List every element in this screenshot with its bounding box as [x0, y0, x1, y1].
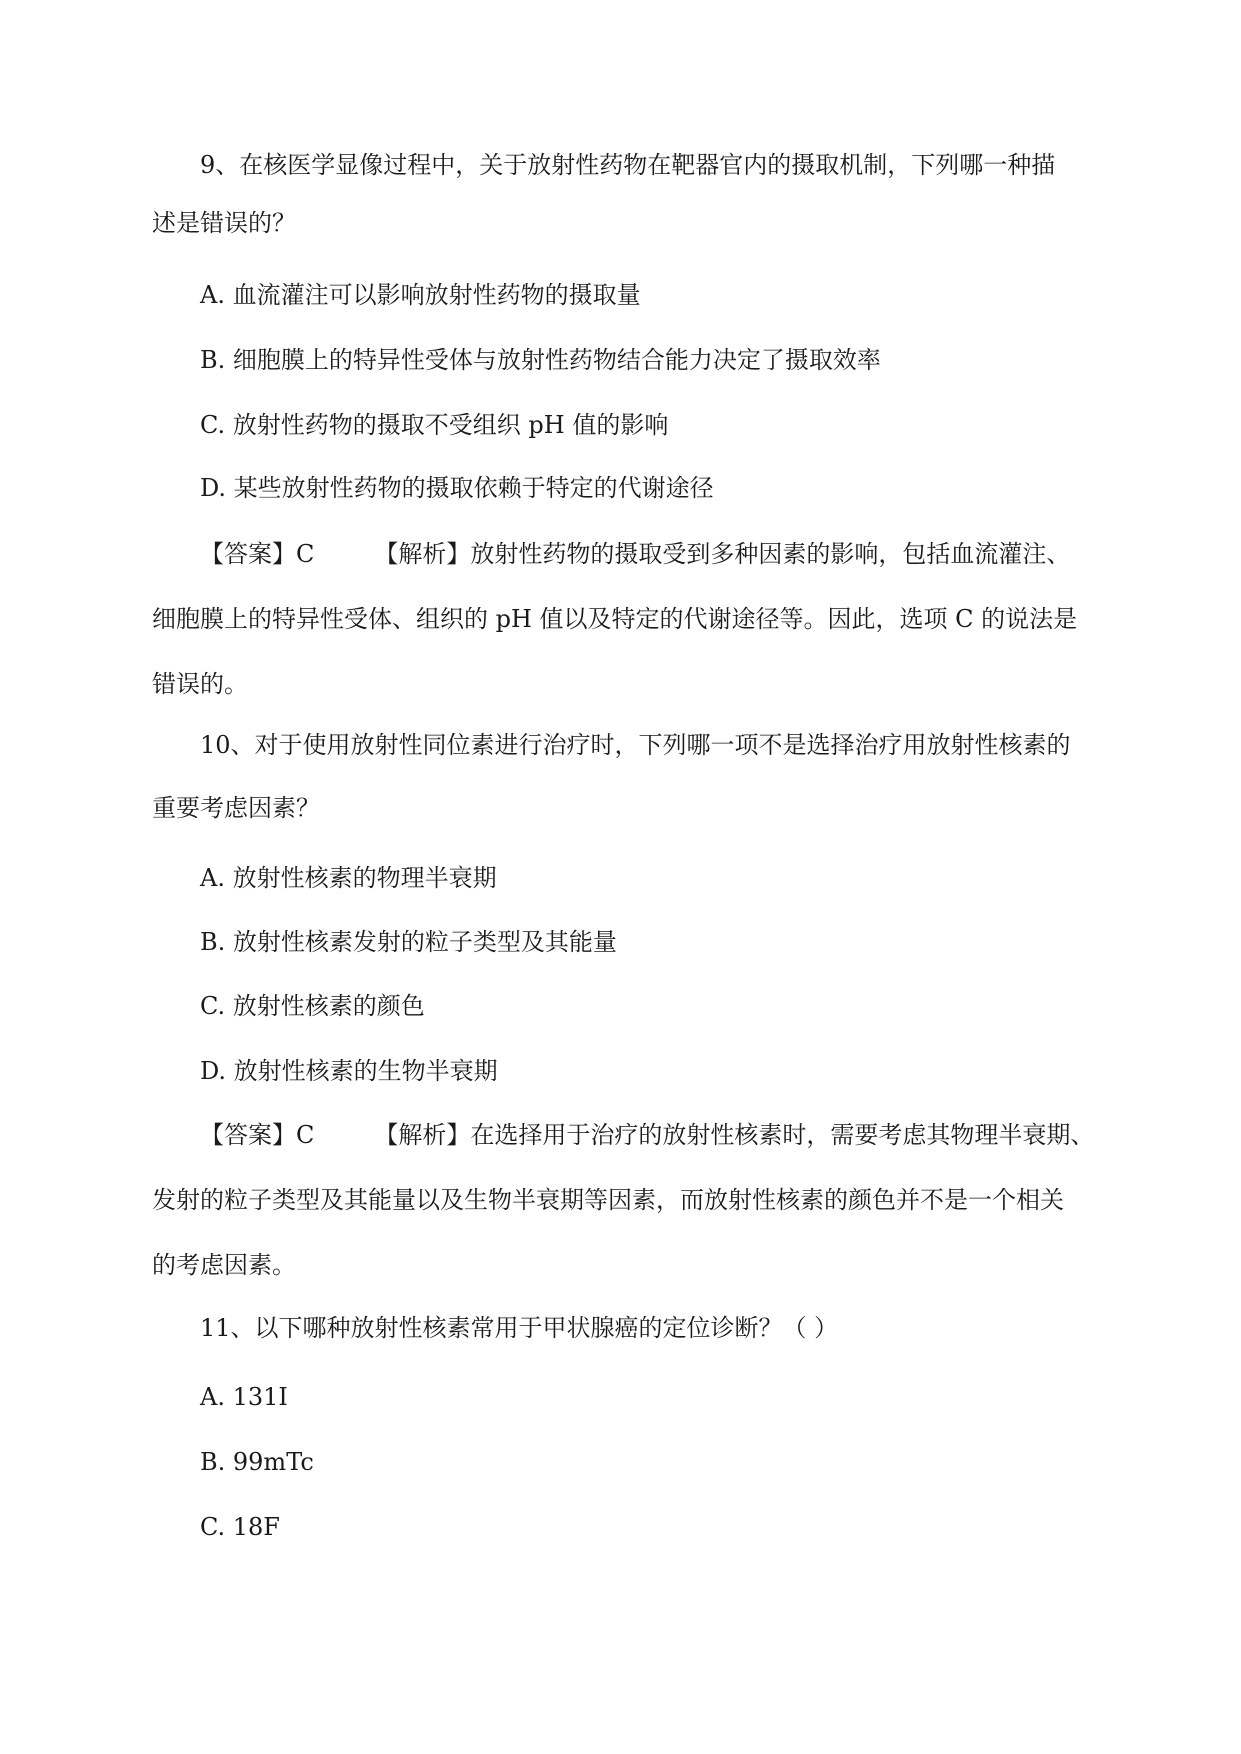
- question-10-analysis-line3: 的考虑因素。: [152, 1251, 296, 1279]
- question-11-option-a: A. 131I: [200, 1383, 288, 1411]
- question-10-analysis-line2: 发射的粒子类型及其能量以及生物半衰期等因素，而放射性核素的颜色并不是一个相关: [152, 1186, 1064, 1214]
- question-11-option-c: C. 18F: [200, 1513, 280, 1541]
- question-9-option-d: D. 某些放射性药物的摄取依赖于特定的代谢途径: [200, 474, 714, 502]
- question-10-stem-line2: 重要考虑因素？: [152, 794, 320, 822]
- question-9-option-c: C. 放射性药物的摄取不受组织 pH 值的影响: [200, 411, 669, 439]
- question-10-analysis-line1: 【解析】在选择用于治疗的放射性核素时，需要考虑其物理半衰期、: [374, 1121, 1095, 1149]
- question-10-option-d: D. 放射性核素的生物半衰期: [200, 1057, 498, 1085]
- question-9-option-b: B. 细胞膜上的特异性受体与放射性药物结合能力决定了摄取效率: [200, 346, 881, 374]
- question-10-answer: 【答案】C: [200, 1121, 315, 1149]
- question-11-stem-line1: 11、以下哪种放射性核素常用于甲状腺癌的定位诊断？（ ）: [200, 1314, 839, 1342]
- question-9-analysis-line3: 错误的。: [152, 670, 248, 698]
- question-10-option-b: B. 放射性核素发射的粒子类型及其能量: [200, 928, 617, 956]
- question-11-option-b: B. 99mTc: [200, 1448, 314, 1476]
- question-10-option-c: C. 放射性核素的颜色: [200, 992, 425, 1020]
- question-9-stem-line1: 9、在核医学显像过程中，关于放射性药物在靶器官内的摄取机制，下列哪一种描: [200, 151, 1056, 179]
- question-9-stem-line2: 述是错误的？: [152, 209, 296, 237]
- question-10-stem-line1: 10、对于使用放射性同位素进行治疗时，下列哪一项不是选择治疗用放射性核素的: [200, 731, 1071, 759]
- question-9-answer-row: [200, 539, 1070, 569]
- question-9-analysis-line1: 【解析】放射性药物的摄取受到多种因素的影响，包括血流灌注、: [374, 540, 1071, 568]
- question-9-analysis-line2: 细胞膜上的特异性受体、组织的 pH 值以及特定的代谢途径等。因此，选项 C 的说法是: [152, 605, 1078, 633]
- question-10-answer-row: [200, 1120, 1094, 1150]
- question-9-answer: 【答案】C: [200, 540, 315, 568]
- question-9-option-a: A. 血流灌注可以影响放射性药物的摄取量: [200, 281, 641, 309]
- question-10-option-a: A. 放射性核素的物理半衰期: [200, 864, 497, 892]
